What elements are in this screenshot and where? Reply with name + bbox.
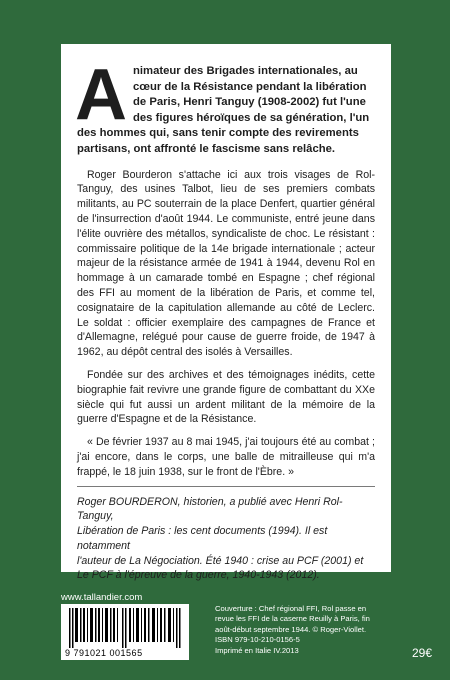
- print-info: Imprimé en Italie IV.2013: [215, 645, 299, 655]
- barcode-bars-icon: [69, 608, 181, 648]
- paragraph-three-faces: Roger Bourderon s'attache ici aux trois visages de Rol-Tanguy, des usines Talbot, lieu de ses premiers combats militants, au PC souterrain de la place Denfert, quartier général de l'insurrection d'août 1944. Le communiste, entré jeune dans l'élite ouvrière des métallos, syndicaliste de choc. Le résistant : commissaire politique de la 14e brigade internationale ; acteur majeur de la résistance armée de 1941 à 1944, devenu Rol en hommage à un camarade tombé en Espagne ; chef régional des FFI au moment de la libération de Paris, et comme tel, cosignataire de la capitulation allemande au côté de Leclerc. Le soldat : officier exemplaire des campagnes de France et d'Allemagne, relégué pour cause de guerre froide, de 1947 à 1962, au dépôt central des isolés à Versailles.: [77, 168, 375, 359]
- author-bio-line: Roger BOURDERON, historien, a publié avec Henri Rol-Tanguy,: [77, 495, 343, 523]
- separator-line: [77, 486, 375, 487]
- author-bio-line: l'auteur de La Négociation. Été 1940 : crise au PCF (2001) et: [77, 554, 364, 567]
- barcode-digits: 9 791021 001565: [65, 648, 143, 658]
- author-bio-line: Libération de Paris : les cent documents (1994). Il est notamment: [77, 525, 328, 552]
- cover-credit-line: revue les FFI de la caserne Reuilly à Paris, fin: [215, 614, 370, 624]
- lead-paragraph: [75, 55, 375, 158]
- cover-credit-line: Couverture : Chef régional FFI, Rol passe en: [215, 604, 367, 613]
- cover-credits: [215, 604, 395, 656]
- author-bio-line: Le PCF à l'épreuve de la guerre, 1940-1943 (2012).: [77, 569, 320, 582]
- publisher-website: www.tallandier.com: [61, 592, 143, 603]
- price: 29€: [411, 646, 432, 660]
- cover-credit-line: août-début septembre 1944. © Roger-Viollet.: [215, 624, 367, 634]
- isbn: ISBN 979-10-210-0156-5: [215, 635, 300, 645]
- lead-text: nimateur des Brigades internationales, au cœur de la Résistance pendant la libération de Paris, Henri Tanguy (1908-2002) fut l'une des figures héroïques de sa génération, l'un des hommes qui, sans tenir compte des revirements partisans, ont affronté le fascisme sans relâche.: [77, 65, 370, 155]
- author-bio: [77, 495, 375, 584]
- quote-rol-tanguy: « De février 1937 au 8 mai 1945, j'ai toujours été au combat ; j'ai encore, dans le corps, une balle de mitrailleuse qui m'a frappé, le 18 juin 1938, sur le front de l'Èbre. »: [77, 436, 375, 478]
- barcode: [61, 604, 189, 660]
- paragraph-biography: Fondée sur des archives et des témoignages inédits, cette biographie fait revivre une grande figure de combattant du XXe siècle qui fut aussi un ardent militant de la mémoire de la guerre d'Espagne et de la Résistance.: [77, 368, 375, 426]
- back-cover-text-panel: [61, 44, 391, 582]
- drop-cap: A: [75, 55, 127, 135]
